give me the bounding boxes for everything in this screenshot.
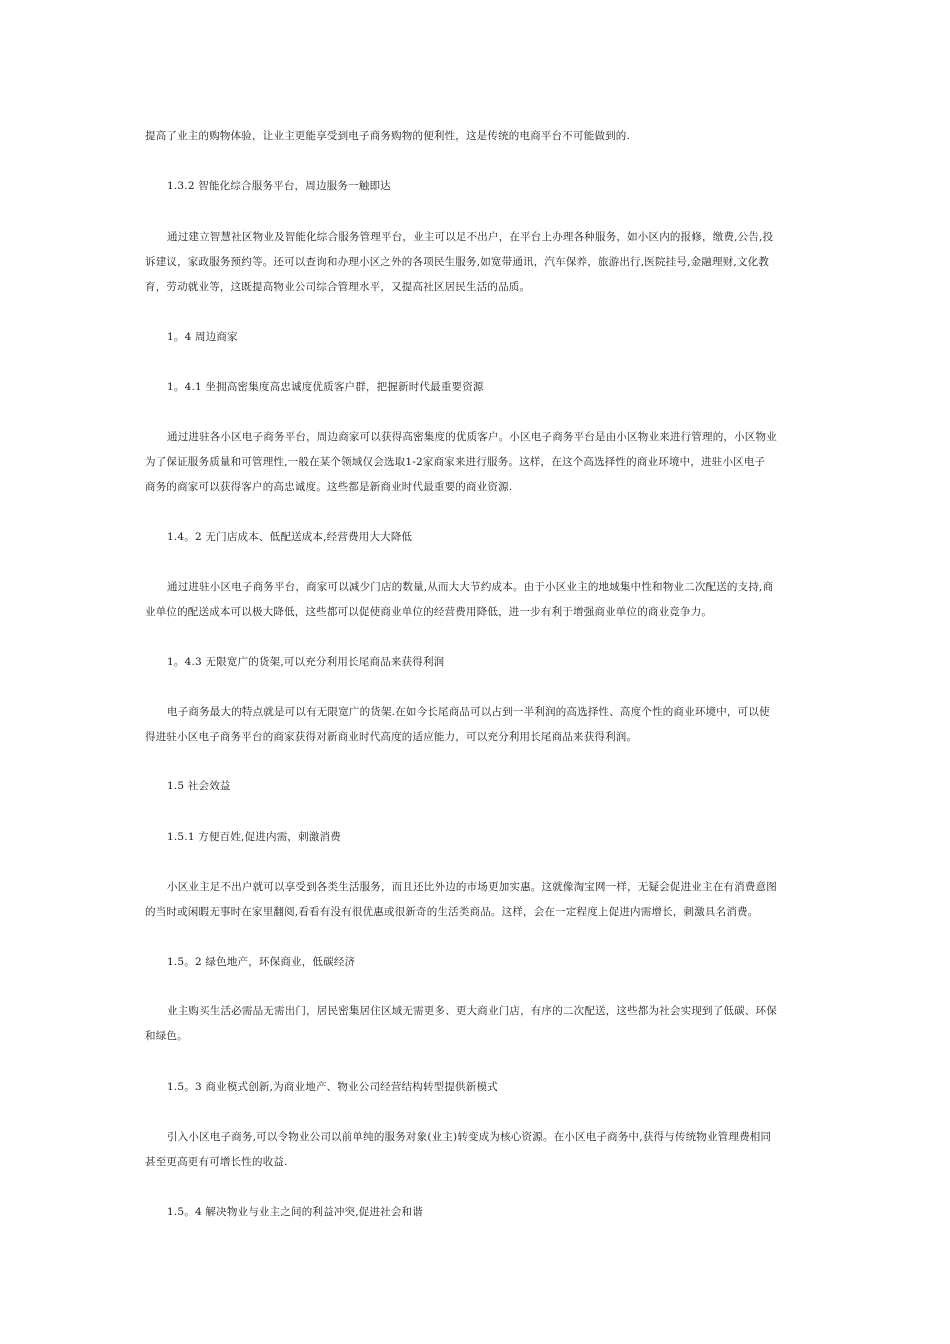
paragraph-line: 甚至更高更有可增长性的收益. [145,1156,288,1168]
paragraph-line: 引入小区电子商务,可以令物业公司以前单纯的服务对象(业主)转变成为核心资源。在小区电子商务中,获得与传统物业管理费相同 [167,1131,772,1143]
section-heading: 1.4。2 无门店成本、低配送成本,经营费用大大降低 [167,531,413,543]
section-heading: 1.5。2 绿色地产，环保商业，低碳经济 [167,956,356,968]
paragraph-line: 的当时或闲暇无事时在家里翻阅,看看有没有很优惠或很新奇的生活类商品。这样，会在一定程度上促进内需增长，刺激具名消费。 [145,906,759,918]
section-heading: 1。4.1 坐拥高密集度高忠诚度优质客户群，把握新时代最重要资源 [167,381,484,393]
paragraph-line: 提高了业主的购物体验，让业主更能享受到电子商务购物的便利性，这是传统的电商平台不可能做到的. [145,130,631,142]
paragraph-line: 诉建议，家政服务预约等。还可以查询和办理小区之外的各项民生服务,如宽带通讯，汽车保养，旅游出行,医院挂号,金融理财,文化教 [145,256,770,268]
paragraph-line: 通过进驻小区电子商务平台，商家可以减少门店的数量,从而大大节约成本。由于小区业主的地域集中性和物业二次配送的支持,商 [167,581,774,593]
paragraph-line: 得进驻小区电子商务平台的商家获得对新商业时代高度的适应能力，可以充分利用长尾商品来获得利润。 [145,731,638,743]
paragraph-line: 商务的商家可以获得客户的高忠诚度。这些都是新商业时代最重要的商业资源. [145,481,513,493]
paragraph-line: 小区业主足不出户就可以享受到各类生活服务，而且还比外边的市场更加实惠。这就像淘宝网一样，无疑会促进业主在有消费意图 [167,881,777,893]
section-heading: 1.5。4 解决物业与业主之间的利益冲突,促进社会和谐 [167,1206,423,1218]
paragraph-line: 和绿色。 [145,1030,188,1042]
section-heading: 1.5。3 商业模式创新,为商业地产、物业公司经营结构转型提供新模式 [167,1081,498,1093]
paragraph-line: 电子商务最大的特点就是可以有无限宽广的货架.在如今长尾商品可以占到一半利润的高选择性、高度个性的商业环境中，可以使 [167,706,770,718]
paragraph-line: 通过建立智慧社区物业及智能化综合服务管理平台，业主可以足不出户，在平台上办理各种服务，如小区内的报修，缴费,公告,投 [167,231,774,243]
paragraph-line: 为了保证服务质量和可管理性,一般在某个领域仅会选取1-2家商家来进行服务。这样，在这个高选择性的商业环境中，进驻小区电子 [145,456,766,468]
section-heading: 1.5.1 方便百姓,促进内需，刺激消费 [167,831,341,843]
section-heading: 1.3.2 智能化综合服务平台，周边服务一触即达 [167,180,391,192]
paragraph-line: 业主购买生活必需品无需出门，居民密集居住区域无需更多、更大商业门店，有序的二次配送，这些都为社会实现到了低碳、环保 [167,1005,777,1017]
paragraph-line: 通过进驻各小区电子商务平台，周边商家可以获得高密集度的优质客户。小区电子商务平台是由小区物业来进行管理的，小区物业 [167,431,777,443]
paragraph-line: 育，劳动就业等，这既提高物业公司综合管理水平，又提高社区居民生活的品质。 [145,281,531,293]
paragraph-line: 业单位的配送成本可以极大降低，这些都可以促使商业单位的经营费用降低，进一步有利于增强商业单位的商业竞争力。 [145,606,713,618]
section-heading: 1。4.3 无限宽广的货架,可以充分利用长尾商品来获得利润 [167,656,445,668]
section-heading: 1。4 周边商家 [167,331,238,343]
section-heading: 1.5 社会效益 [167,780,231,792]
